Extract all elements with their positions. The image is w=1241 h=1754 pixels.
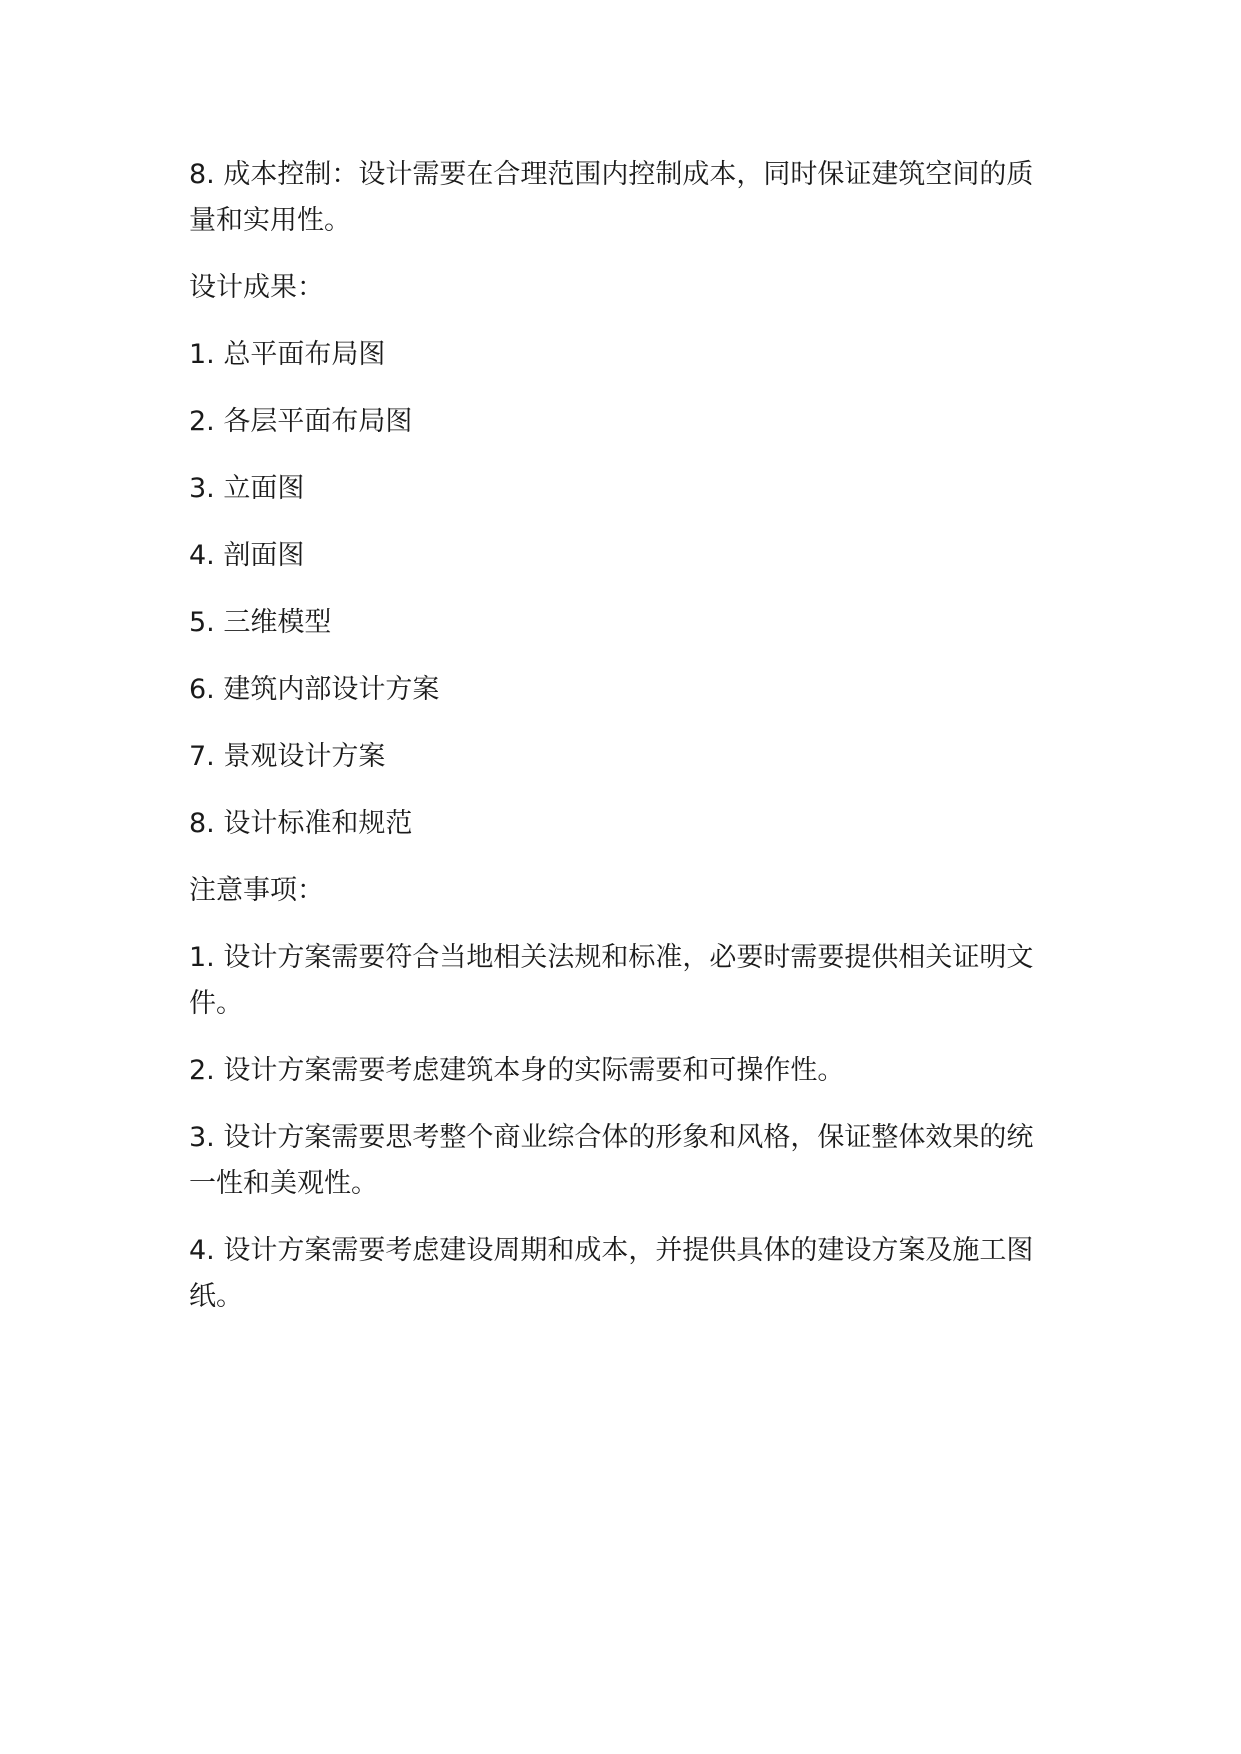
- list-item: 4. 剖面图: [189, 540, 305, 571]
- list-item: 5. 三维模型: [189, 607, 332, 638]
- note-item: 4. 设计方案需要考虑建设周期和成本，并提供具体的建设方案及施工图纸。: [189, 1235, 1034, 1312]
- document-body: [189, 152, 1051, 1341]
- heading-design-deliverables: 设计成果：: [189, 272, 324, 303]
- note-item: 3. 设计方案需要思考整个商业综合体的形象和风格，保证整体效果的统一性和美观性。: [189, 1122, 1034, 1199]
- list-item: 1. 总平面布局图: [189, 339, 386, 370]
- list-item: 7. 景观设计方案: [189, 741, 386, 772]
- list-item: 8. 设计标准和规范: [189, 808, 413, 839]
- list-item: 6. 建筑内部设计方案: [189, 674, 440, 705]
- paragraph-cost-control: 8. 成本控制：设计需要在合理范围内控制成本，同时保证建筑空间的质量和实用性。: [189, 159, 1034, 236]
- list-item: 3. 立面图: [189, 473, 305, 504]
- note-item: 2. 设计方案需要考虑建筑本身的实际需要和可操作性。: [189, 1055, 845, 1086]
- note-item: 1. 设计方案需要符合当地相关法规和标准，必要时需要提供相关证明文件。: [189, 942, 1034, 1019]
- list-item: 2. 各层平面布局图: [189, 406, 413, 437]
- heading-notes: 注意事项：: [189, 875, 324, 906]
